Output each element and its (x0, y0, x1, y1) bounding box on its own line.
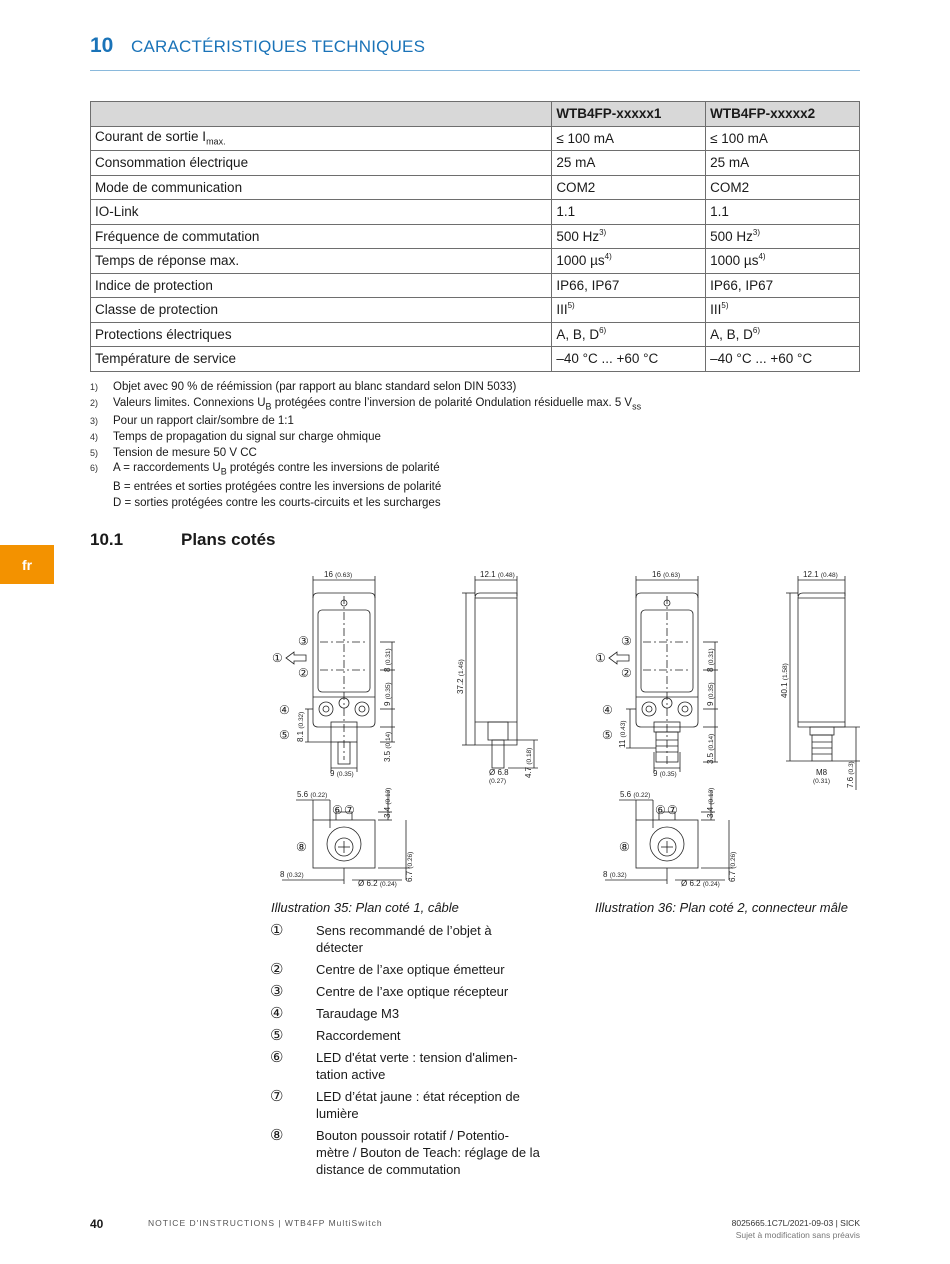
row-label: Classe de protection (91, 298, 552, 323)
dim-3-5: 3.5 (0.14) (383, 731, 392, 762)
dim-5-6: 5.6 (0.22) (620, 790, 651, 799)
table-row (91, 126, 860, 151)
section-number: 10.1 (90, 530, 124, 549)
dim-bottom-9: 9 (0.35) (653, 769, 677, 778)
list-item: ③ Centre de l’axe optique récepteur (270, 983, 509, 1000)
row-label: Consommation électrique (91, 151, 552, 176)
dim-8-1: 8.1 (0.32) (296, 711, 305, 742)
dim-connector-in: (0.31) (813, 778, 830, 785)
row-label: Temps de réponse max. (91, 249, 552, 274)
footnote: D = sorties protégées contre les courts-circuits et les surcharges (113, 496, 441, 509)
page-header (90, 32, 860, 71)
dim-7-6: 7.6 (0.3) (846, 761, 855, 788)
table-row (91, 347, 860, 372)
dim-6-7: 6.7 (0.26) (728, 851, 737, 882)
dim-top-width: 16 (0.63) (324, 570, 353, 579)
list-item: ④ Taraudage M3 (270, 1005, 400, 1022)
caption-illustration-36: Illustration 36: Plan coté 2, connecteur mâle (595, 900, 848, 915)
dim-9: 9 (0.35) (383, 682, 392, 706)
callout-6: ⑥ (655, 803, 666, 817)
table-header-row (91, 102, 860, 127)
row-value-1: 1.1 (552, 200, 706, 225)
table-row (91, 200, 860, 225)
row-value-2: 1.1 (706, 200, 860, 225)
footnote: B = entrées et sorties protégées contre les inversions de polarité (113, 481, 442, 494)
callout-2: ② (621, 666, 632, 680)
language-tab[interactable]: fr (0, 545, 54, 584)
callout-8: ⑧ (296, 840, 307, 854)
row-value-1: 1000 µs$^{4)}$ (552, 249, 706, 274)
dim-6-7: 6.7 (0.26) (405, 851, 414, 882)
dim-8: 8 (0.31) (383, 648, 392, 672)
callout-4: ④ (279, 703, 290, 717)
dim-bottom-8: 8 (0.32) (280, 870, 304, 879)
callout-2: ② (298, 666, 309, 680)
section-title: Plans cotés (181, 530, 276, 549)
table-header-col2: WTB4FP-xxxxx2 (706, 102, 860, 127)
page-number: 40 (90, 1217, 104, 1231)
row-value-1: –40 °C ... +60 °C (552, 347, 706, 372)
footnote: 3) Pour un rapport clair/sombre de 1:1 (90, 415, 294, 428)
row-label: Fréquence de commutation (91, 224, 552, 249)
table-row (91, 224, 860, 249)
row-value-2: –40 °C ... +60 °C (706, 347, 860, 372)
list-item: ① Sens recommandé de l’objet à détecter (270, 922, 492, 955)
table-header-empty (91, 102, 552, 127)
footnote: 6) A = raccordements $U_B$ protégés contre les inversions de polarité (90, 462, 440, 477)
table-row (91, 273, 860, 298)
footnote: 1) Objet avec 90 % de réémission (par rapport au blanc standard selon DIN 5033) (90, 381, 517, 393)
row-label: Protections électriques (91, 322, 552, 347)
dim-cable-diameter: Ø 6.8 (489, 768, 509, 777)
dim-top-width: 16 (0.63) (652, 570, 681, 579)
callout-5: ⑤ (279, 728, 290, 742)
row-value-1: COM2 (552, 175, 706, 200)
list-item: ⑧ Bouton poussoir rotatif / Potentio-mètre / Bouton de Teach: réglage de la distance de commutation (270, 1127, 540, 1177)
footer-left: NOTICE D'INSTRUCTIONS | WTB4FP MultiSwitch (148, 1218, 383, 1228)
table-row (91, 298, 860, 323)
dim-height: 37.2 (1.46) (456, 659, 465, 694)
callout-4: ④ (602, 703, 613, 717)
footer-right (732, 1218, 860, 1240)
dim-3-4: 3.4 (0.13) (383, 787, 392, 818)
callout-3: ③ (298, 634, 309, 648)
row-label: Température de service (91, 347, 552, 372)
chapter-number: 10 (90, 34, 114, 57)
row-value-2: IP66, IP67 (706, 273, 860, 298)
dim-bottom-8: 8 (0.32) (603, 870, 627, 879)
row-value-1: III$^{5)}$ (552, 298, 706, 323)
dim-bottom-9: 9 (0.35) (330, 769, 354, 778)
row-value-2: 25 mA (706, 151, 860, 176)
callout-7: ⑦ (344, 803, 355, 817)
row-value-2: 500 Hz$^{3)}$ (706, 224, 860, 249)
footnote: 2) Valeurs limites. Connexions $U_B$ protégées contre l’inversion de polarité Ondulation résiduelle max. 5 $V_{ss}$ (90, 396, 642, 411)
list-item: ② Centre de l’axe optique émetteur (270, 961, 505, 978)
row-value-1: 25 mA (552, 151, 706, 176)
footer-doc-id: 8025665.1C7L/2021-09-03 | SICK (731, 1218, 860, 1228)
dim-bottom-diameter: Ø 6.2 (0.24) (358, 879, 397, 888)
dim-connector: M8 (816, 768, 828, 777)
dim-side-width: 12.1 (0.48) (480, 570, 515, 579)
table-row (91, 151, 860, 176)
row-value-1: 500 Hz$^{3)}$ (552, 224, 706, 249)
row-value-1: ≤ 100 mA (552, 126, 706, 151)
row-label: IO-Link (91, 200, 552, 225)
dim-4-7: 4.7 (0.18) (524, 747, 533, 778)
dimension-drawing-2 (590, 562, 865, 892)
table-row (91, 322, 860, 347)
footer-disclaimer: Sujet à modification sans préavis (735, 1230, 860, 1240)
row-value-1: A, B, $D^{6)}$ (552, 322, 706, 347)
table-row (91, 175, 860, 200)
dim-11: 11 (0.43) (618, 720, 627, 748)
callout-3: ③ (621, 634, 632, 648)
callout-7: ⑦ (667, 803, 678, 817)
caption-illustration-35: Illustration 35: Plan coté 1, câble (271, 900, 459, 915)
callout-6: ⑥ (332, 803, 343, 817)
dim-3-4: 3.4 (0.13) (706, 787, 715, 818)
dim-5-6: 5.6 (0.22) (297, 790, 328, 799)
dim-side-width: 12.1 (0.48) (803, 570, 838, 579)
dim-cable-diameter-in: (0.27) (489, 778, 506, 785)
row-value-2: III$^{5)}$ (706, 298, 860, 323)
dim-9: 9 (0.35) (706, 682, 715, 706)
chapter-title: CARACTÉRISTIQUES TECHNIQUES (131, 37, 426, 56)
row-value-2: COM2 (706, 175, 860, 200)
list-item: ⑦ LED d’état jaune : état réception de lumière (270, 1088, 520, 1121)
row-value-1: IP66, IP67 (552, 273, 706, 298)
footnotes (90, 380, 790, 511)
footnote: 5) Tension de mesure 50 V CC (90, 446, 257, 459)
dim-3-5: 3.5 (0.14) (706, 733, 715, 764)
row-value-2: A, B, $D^{6)}$ (706, 322, 860, 347)
row-label: Indice de protection (91, 273, 552, 298)
spec-table (90, 101, 860, 372)
section-heading (90, 530, 276, 550)
table-header-col1: WTB4FP-xxxxx1 (552, 102, 706, 127)
list-item: ⑤ Raccordement (270, 1027, 401, 1044)
dim-height: 40.1 (1.58) (780, 663, 789, 698)
row-label: Courant de sortie $I_{max.}$ (91, 126, 552, 151)
row-value-2: 1000 µs$^{4)}$ (706, 249, 860, 274)
dimension-drawing-1 (265, 562, 575, 892)
dim-8: 8 (0.31) (706, 648, 715, 672)
row-label: Mode de communication (91, 175, 552, 200)
legend-list (270, 922, 540, 1183)
row-value-2: ≤ 100 mA (706, 126, 860, 151)
footnote: 4) Temps de propagation du signal sur charge ohmique (90, 431, 381, 444)
callout-8: ⑧ (619, 840, 630, 854)
dim-bottom-diameter: Ø 6.2 (0.24) (681, 879, 720, 888)
callout-1: ① (272, 651, 283, 665)
table-row (91, 249, 860, 274)
list-item: ⑥ LED d'état verte : tension d'alimen-tation active (270, 1049, 518, 1082)
callout-5: ⑤ (602, 728, 613, 742)
callout-1: ① (595, 651, 606, 665)
